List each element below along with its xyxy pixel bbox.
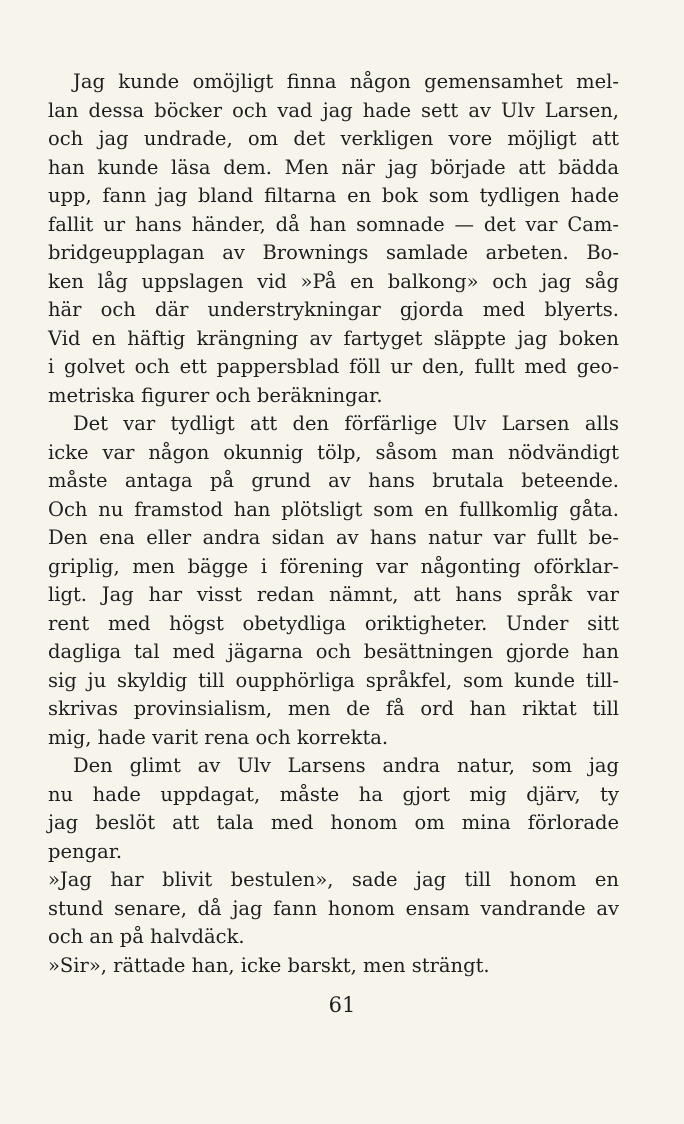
text-line: jag beslöt att tala med honom om mina förlorade — [48, 811, 619, 834]
text-line: och jag undrade, om det verkligen vore möjligt att — [48, 127, 619, 150]
text-line: han kunde läsa dem. Men när jag började att bädda — [48, 155, 619, 179]
text-line: lan dessa böcker och vad jag hade sett av Ulv Larsen, — [48, 98, 619, 122]
text-line: mig, hade varit rena och korrekta. — [48, 725, 389, 749]
text-line: griplig, men bägge i förening var någonting oförklar- — [48, 554, 619, 578]
text-line: fallit ur hans händer, då han somnade — det var Cam- — [48, 212, 619, 236]
text-line: ken låg uppslagen vid »På en balkong» och jag såg — [48, 269, 619, 293]
text-line: dagliga tal med jägarna och besättningen gjorde han — [48, 640, 619, 663]
text-line: icke var någon okunnig tölp, såsom man nödvändigt — [48, 440, 619, 464]
text-line: upp, fann jag bland filtarna en bok som tydligen hade — [48, 184, 619, 207]
text-line: ligt. Jag har visst redan nämnt, att hans språk var — [48, 583, 619, 606]
text-line: nu hade uppdagat, måste ha gjort mig djärv, ty — [48, 782, 619, 806]
text-line: sig ju skyldig till oupphörliga språkfel, som kunde till- — [48, 668, 619, 692]
page-number: 61 — [328, 993, 356, 1017]
text-line: måste antaga på grund av hans brutala beteende. — [48, 469, 619, 492]
text-line: Det var tydligt att den förfärlige Ulv Larsen alls — [73, 412, 619, 435]
text-line: metriska figurer och beräkningar. — [48, 383, 383, 407]
text-line: »Jag har blivit bestulen», sade jag till honom en — [48, 868, 619, 891]
text-line: skrivas provinsialism, men de få ord han riktat till — [48, 697, 619, 720]
text-line: här och där understrykningar gjorda med blyerts. — [48, 298, 619, 321]
text-line: stund senare, då jag fann honom ensam vandrande av — [48, 896, 619, 920]
text-line: rent med högst obetydliga oriktigheter. Under sitt — [48, 611, 619, 635]
text-line: Vid en häftig krängning av fartyget släppte jag boken — [48, 326, 619, 350]
text-line: i golvet och ett pappersblad föll ur den, fullt med geo- — [48, 355, 619, 378]
text-line: och an på halvdäck. — [48, 925, 245, 948]
text-line: Jag kunde omöjligt finna någon gemensamhet mel- — [73, 70, 619, 93]
text-line: bridgeupplagan av Brownings samlade arbeten. Bo- — [48, 241, 619, 264]
text-line: Den glimt av Ulv Larsens andra natur, som jag — [73, 754, 619, 777]
text-line: Och nu framstod han plötsligt som en fullkomlig gåta. — [48, 497, 619, 521]
text-line: »Sir», rättade han, icke barskt, men strängt. — [48, 953, 490, 977]
text-line: Den ena eller andra sidan av hans natur var fullt be- — [48, 526, 619, 549]
text-line: pengar. — [48, 839, 123, 863]
